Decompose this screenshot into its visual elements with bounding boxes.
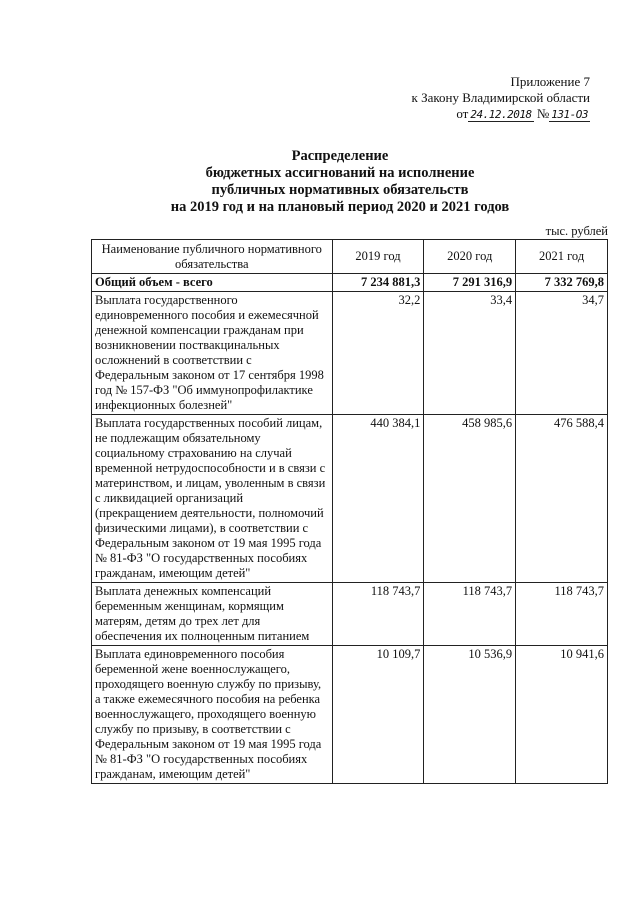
row-name: Выплата денежных компенсаций беременным женщинам, кормящим матерям, детям до трех лет для обеспечения их полноценным питанием — [92, 583, 333, 646]
appendix-header — [370, 74, 590, 123]
row-2020: 33,4 — [424, 292, 516, 415]
title-line-3: публичных нормативных обязательств — [211, 182, 469, 198]
table-header-row — [92, 240, 608, 274]
row-2021: 34,7 — [516, 292, 608, 415]
appendix-law-ref: к Закону Владимирской области — [411, 90, 590, 105]
row-2021: 476 588,4 — [516, 415, 608, 583]
total-2020: 7 291 316,9 — [424, 274, 516, 292]
row-2019: 118 743,7 — [332, 583, 424, 646]
title-line-1: Распределение — [291, 148, 389, 164]
row-name: Выплата государственных пособий лицам, не подлежащим обязательному социальному страхованию на случай временной нетрудоспособности и в связи с материнством, и лицам, уволенным в связи с ликвидацией организаций (прекращением деятельности, полномочий физическими лицами), в соответствии с Федеральным законом от 19 мая 1995 года № 81-ФЗ "О государственных пособиях гражданам, имеющим детей" — [92, 415, 333, 583]
row-2020: 118 743,7 — [424, 583, 516, 646]
appendix-number: Приложение 7 — [510, 74, 590, 89]
table-row — [92, 292, 608, 415]
table-row — [92, 646, 608, 784]
row-name: Выплата единовременного пособия беременной жене военнослужащего, проходящего военную службу по призыву, а также ежемесячного пособия на ребенка военнослужащего, проходящего военную службу по призыву, в соответствии с Федеральным законом от 19 мая 1995 года № 81-ФЗ "О государственных пособиях гражданам, имеющим детей" — [92, 646, 333, 784]
column-header-2019: 2019 год — [332, 240, 424, 274]
column-header-2020: 2020 год — [424, 240, 516, 274]
row-2019: 440 384,1 — [332, 415, 424, 583]
row-2020: 458 985,6 — [424, 415, 516, 583]
column-header-name: Наименование публичного нормативного обязательства — [92, 240, 333, 274]
number-prefix: № — [536, 106, 550, 121]
table-row — [92, 583, 608, 646]
total-2021: 7 332 769,8 — [516, 274, 608, 292]
row-2021: 118 743,7 — [516, 583, 608, 646]
row-2020: 10 536,9 — [424, 646, 516, 784]
appendix-date-line — [370, 106, 590, 123]
title-line-2: бюджетных ассигнований на исполнение — [205, 165, 475, 181]
handwritten-date: 24.12.2018 — [470, 108, 532, 121]
total-2019: 7 234 881,3 — [332, 274, 424, 292]
budget-table — [91, 239, 608, 784]
row-2019: 10 109,7 — [332, 646, 424, 784]
total-row — [92, 274, 608, 292]
document-title — [0, 148, 640, 216]
row-name: Выплата государственного единовременного пособия и ежемесячной денежной компенсации гражданам при возникновении поствакцинальных осложнений в соответствии с Федеральным законом от 17 сентября 1998 год № 157-ФЗ "Об иммунопрофилактике инфекционных болезней" — [92, 292, 333, 415]
column-header-2021: 2021 год — [516, 240, 608, 274]
title-line-4: на 2019 год и на плановый период 2020 и 2021 годов — [170, 199, 510, 215]
table-row — [92, 415, 608, 583]
handwritten-number: 131-ОЗ — [551, 108, 588, 121]
row-2021: 10 941,6 — [516, 646, 608, 784]
units-label: тыс. рублей — [545, 224, 608, 238]
row-2019: 32,2 — [332, 292, 424, 415]
total-name: Общий объем - всего — [92, 274, 333, 292]
from-prefix: от — [456, 106, 469, 121]
